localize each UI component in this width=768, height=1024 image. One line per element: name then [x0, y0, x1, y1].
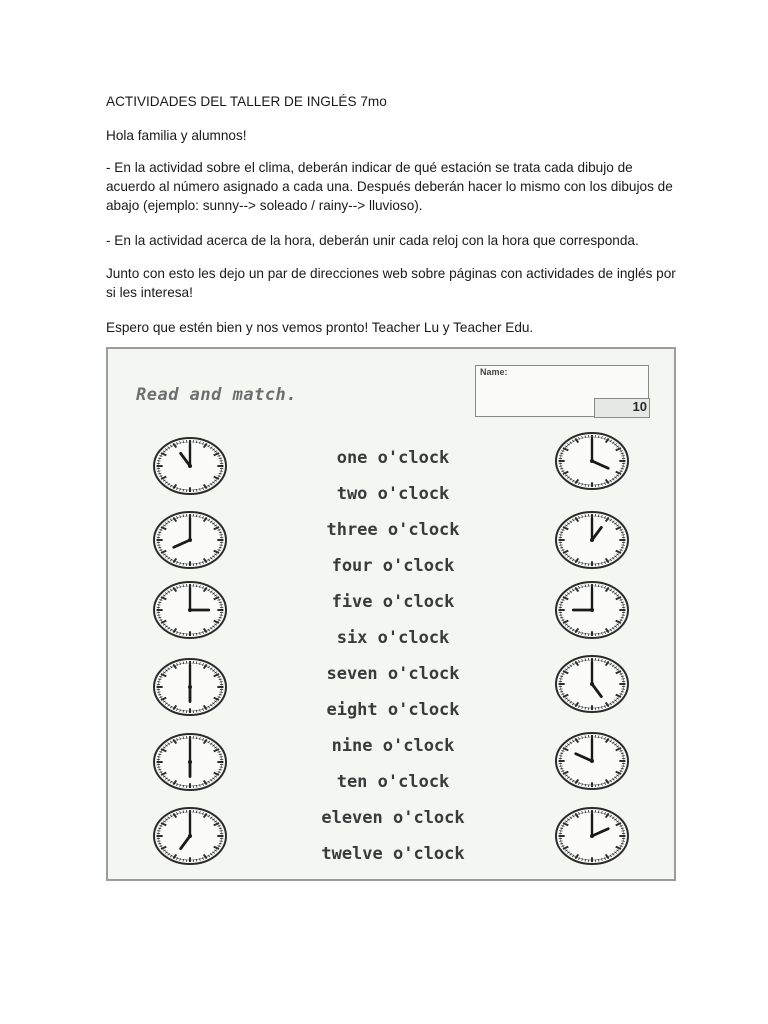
- clock-face-icon: [151, 435, 229, 497]
- clock-face-icon: [151, 805, 229, 867]
- time-phrase: six o'clock: [336, 628, 450, 648]
- clock-face-icon: [553, 579, 631, 641]
- time-phrase: seven o'clock: [326, 664, 460, 684]
- clock-face-icon: [151, 579, 229, 641]
- time-phrase: five o'clock: [331, 592, 455, 612]
- time-phrase: twelve o'clock: [321, 844, 465, 864]
- time-phrase: eight o'clock: [326, 700, 460, 720]
- score-box: [594, 398, 650, 418]
- document-title: ACTIVIDADES DEL TALLER DE INGLÉS 7mo: [106, 94, 387, 109]
- worksheet-title: Read and match.: [136, 385, 298, 405]
- clock-face-icon: [553, 730, 631, 792]
- clock-face-icon: [553, 653, 631, 715]
- time-phrase: four o'clock: [331, 556, 455, 576]
- name-box: [475, 365, 649, 417]
- time-instruction: - En la actividad acerca de la hora, deberán unir cada reloj con la hora que corresponda.: [106, 233, 639, 248]
- farewell-text: Espero que estén bien y nos vemos pronto! Teacher Lu y Teacher Edu.: [106, 320, 534, 335]
- time-phrase: nine o'clock: [331, 736, 455, 756]
- score-value: 10: [632, 399, 647, 414]
- weather-instruction: - En la actividad sobre el clima, deberán indicar de qué estación se trata cada dibujo de acuerdo al número asignado a cada una. Después deberán hacer lo mismo con los dibujos de abajo (ejemplo: sunny--> soleado / rainy--> lluvioso).: [106, 160, 673, 213]
- clock-face-icon: [151, 731, 229, 793]
- time-phrase: two o'clock: [336, 484, 450, 504]
- time-phrase: one o'clock: [336, 448, 450, 468]
- clock-face-icon: [553, 805, 631, 867]
- greeting-text: Hola familia y alumnos!: [106, 128, 247, 143]
- clock-face-icon: [553, 509, 631, 571]
- time-phrase: three o'clock: [326, 520, 460, 540]
- time-phrase: ten o'clock: [336, 772, 450, 792]
- clock-face-icon: [151, 656, 229, 718]
- web-note: Junto con esto les dejo un par de direcciones web sobre páginas con actividades de inglés por si les interesa!: [106, 266, 676, 300]
- clock-face-icon: [151, 509, 229, 571]
- clock-worksheet: [106, 347, 676, 881]
- time-phrase-list: [278, 440, 508, 872]
- name-label: Name:: [480, 367, 508, 377]
- clock-face-icon: [553, 430, 631, 492]
- time-phrase: eleven o'clock: [321, 808, 465, 828]
